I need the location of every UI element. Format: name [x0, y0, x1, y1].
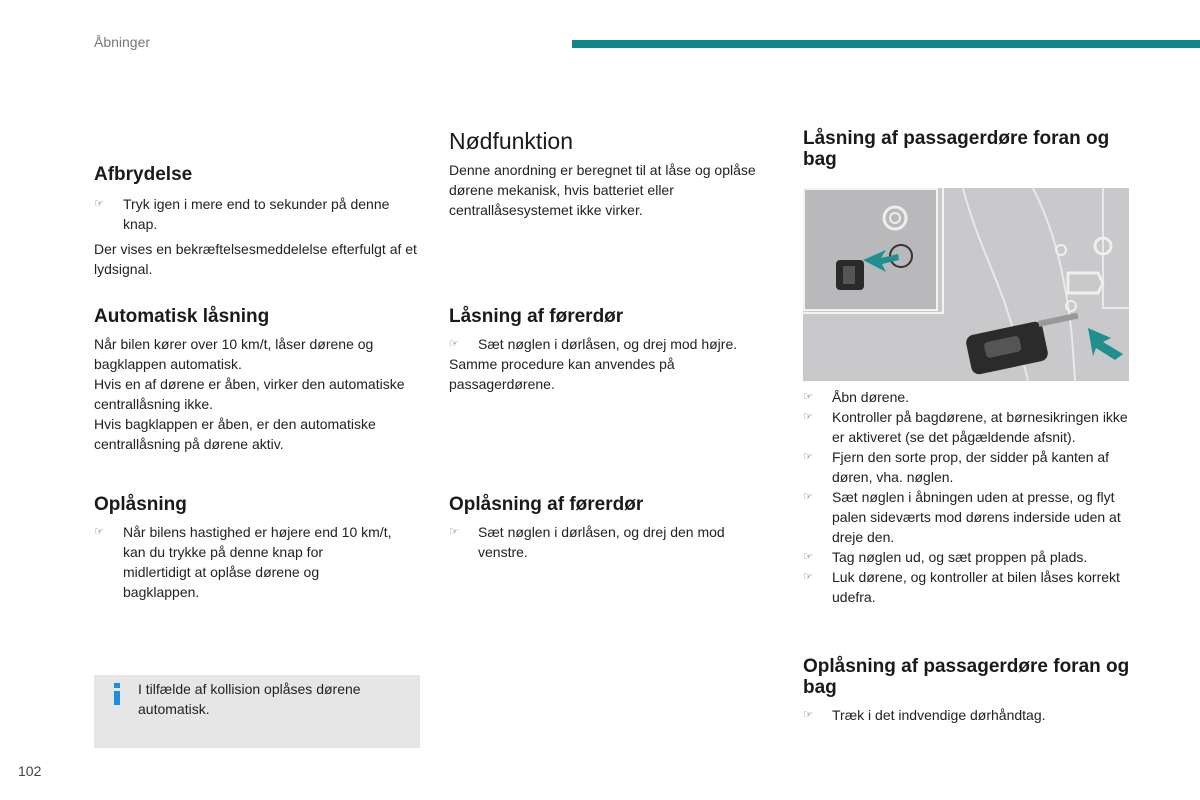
oplasning-forer-heading: Oplåsning af førerdør: [449, 494, 644, 515]
oplasning-passager-bullet: [803, 705, 1143, 725]
pointing-hand-icon: ☞: [803, 708, 813, 721]
lasning-forer-section: [449, 306, 779, 394]
lasning-passager-step-4: ☞ Sæt nøglen i åbningen uden at presse, og flyt palen sideværts mod dørens inderside uden at dreje den.: [803, 489, 1121, 545]
lasning-forer-bullet: [449, 334, 779, 354]
lasning-passager-step-5: ☞ Tag nøglen ud, og sæt proppen på plads.: [803, 549, 1088, 565]
pointing-hand-icon: ☞: [94, 197, 104, 210]
lasning-passager-steps: [803, 387, 1133, 607]
info-text: I tilfælde af kollision oplåses dørene automatisk.: [138, 681, 361, 717]
oplasning-passager-heading: Oplåsning af passagerdøre foran og bag: [803, 656, 1130, 698]
afbrydelse-heading: Afbrydelse: [94, 164, 193, 185]
pointing-hand-icon: ☞: [803, 390, 813, 403]
nodfunktion-section: [449, 128, 769, 220]
header-accent-bar: [572, 40, 1200, 48]
pointing-hand-icon: ☞: [803, 550, 813, 563]
afbrydelse-text: Der vises en bekræftelsesmeddelelse efterfulgt af et lydsignal.: [94, 241, 417, 277]
oplasning-forer-bullet: [449, 522, 769, 562]
lasning-passager-step-3: ☞ Fjern den sorte prop, der sidder på kanten af døren, vha. nøglen.: [803, 449, 1110, 485]
lasning-forer-heading: Låsning af førerdør: [449, 306, 624, 327]
oplasning-passager-section: [803, 656, 1143, 725]
oplasning-passager-bullet-text: Træk i det indvendige dørhåndtag.: [832, 707, 1046, 723]
oplasning-heading: Oplåsning: [94, 494, 187, 515]
lasning-passager-heading-block: [803, 128, 1133, 170]
automatisk-line-3: Hvis bagklappen er åben, er den automatiske centrallåsning på dørene aktiv.: [94, 416, 376, 452]
automatisk-line-1: Når bilen kører over 10 km/t, låser dørene og bagklappen automatisk.: [94, 336, 374, 372]
automatisk-section: [94, 306, 424, 454]
oplasning-bullet-text: Når bilens hastighed er højere end 10 km/t, kan du trykke på denne knap for midlertidigt at oplåse dørene og bagklappen.: [123, 524, 392, 600]
nodfunktion-heading: Nødfunktion: [449, 128, 574, 154]
lasning-passager-step-6: ☞ Luk dørene, og kontroller at bilen låses korrekt udefra.: [803, 569, 1120, 605]
info-icon: [112, 683, 122, 705]
automatisk-line-2: Hvis en af dørene er åben, virker den automatiske centrallåsning ikke.: [94, 376, 405, 412]
afbrydelse-section: [94, 164, 424, 279]
pointing-hand-icon: ☞: [803, 410, 813, 423]
nodfunktion-text: Denne anordning er beregnet til at låse og oplåse dørene mekanisk, hvis batteriet eller centrallåsesystemet ikke virker.: [449, 162, 756, 218]
oplasning-section: [94, 494, 394, 602]
lasning-forer-text: Samme procedure kan anvendes på passagerdørene.: [449, 356, 675, 392]
lasning-forer-bullet-text: Sæt nøglen i dørlåsen, og drej mod højre.: [478, 336, 738, 352]
automatisk-heading: Automatisk låsning: [94, 306, 270, 327]
oplasning-bullet: [94, 522, 394, 602]
pointing-hand-icon: ☞: [449, 525, 459, 538]
door-lock-illustration: [803, 188, 1129, 381]
lasning-passager-step-2: ☞ Kontroller på bagdørene, at børnesikringen ikke er aktiveret (se det pågældende afsnit).: [803, 409, 1128, 445]
info-box: [94, 675, 420, 748]
pointing-hand-icon: ☞: [94, 525, 104, 538]
page-number: 102: [18, 763, 42, 779]
section-header: Åbninger: [94, 34, 151, 50]
pointing-hand-icon: ☞: [803, 570, 813, 583]
pointing-hand-icon: ☞: [803, 450, 813, 463]
afbrydelse-bullet-text: Tryk igen i mere end to sekunder på denne knap.: [123, 196, 390, 232]
lasning-passager-heading: Låsning af passagerdøre foran og bag: [803, 128, 1110, 170]
afbrydelse-bullet: [94, 194, 424, 234]
oplasning-forer-bullet-text: Sæt nøglen i dørlåsen, og drej den mod venstre.: [478, 524, 725, 560]
lasning-passager-step-1: ☞ Åbn dørene.: [803, 389, 910, 405]
oplasning-forer-section: [449, 494, 769, 562]
pointing-hand-icon: ☞: [449, 337, 459, 350]
pointing-hand-icon: ☞: [803, 490, 813, 503]
